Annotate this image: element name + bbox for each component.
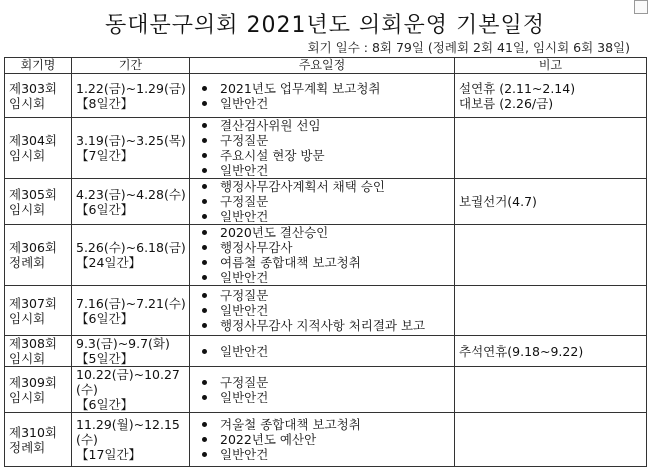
period-line: (수) — [76, 432, 98, 447]
main-schedule-cell — [190, 336, 455, 367]
period-line: 9.3(금)~9.7(화) — [76, 336, 170, 351]
period-cell — [72, 225, 190, 286]
session-name-cell — [5, 336, 72, 367]
schedule-item: 행정사무감사 지적사항 처리결과 보고 — [220, 318, 450, 333]
period-cell — [72, 286, 190, 336]
main-schedule-cell — [190, 118, 455, 179]
period-line: 【8일간】 — [76, 95, 134, 111]
schedule-item: 일반안건 — [220, 209, 450, 224]
schedule-item: 일반안건 — [220, 447, 450, 462]
session-name-cell — [5, 74, 72, 118]
schedule-item-list — [194, 81, 450, 111]
main-schedule-cell — [190, 413, 455, 467]
table-row — [5, 118, 647, 179]
schedule-item: 일반안건 — [220, 344, 450, 359]
session-name-cell — [5, 367, 72, 413]
period-line: 4.23(금)~4.28(수) — [76, 186, 186, 202]
remarks-cell — [455, 225, 647, 286]
period-line: 【7일간】 — [76, 148, 134, 163]
session-name-cell — [5, 286, 72, 336]
table-row — [5, 179, 647, 225]
schedule-item-list — [194, 417, 450, 462]
schedule-item-list — [194, 179, 450, 224]
schedule-item: 2022년도 예산안 — [220, 432, 450, 447]
remarks-cell — [455, 118, 647, 179]
session-name-line: 제305회 — [9, 186, 58, 202]
main-schedule-cell — [190, 74, 455, 118]
table-header-row — [5, 58, 647, 74]
period-line: 3.19(금)~3.25(목) — [76, 133, 186, 148]
remark-line: 추석연휴(9.18~9.22) — [459, 343, 584, 359]
table-row — [5, 225, 647, 286]
schedule-item: 구정질문 — [220, 133, 450, 148]
period-cell — [72, 336, 190, 367]
schedule-item-list — [194, 118, 450, 178]
table-row — [5, 413, 647, 467]
session-name-line: 제303회 — [9, 80, 58, 96]
session-name-cell — [5, 225, 72, 286]
session-name-line: 정례회 — [9, 439, 46, 455]
period-line: (수) — [76, 382, 98, 397]
window-corner-icon — [634, 0, 648, 14]
schedule-item: 여름철 종합대책 보고청취 — [220, 255, 450, 270]
period-cell — [72, 118, 190, 179]
period-line: 【6일간】 — [76, 310, 134, 326]
remarks-cell — [455, 74, 647, 118]
session-name-line: 제310회 — [9, 424, 58, 440]
session-name-line: 제304회 — [9, 133, 58, 148]
session-name-line: 제307회 — [9, 295, 58, 311]
session-name-line: 임시회 — [9, 148, 46, 163]
main-schedule-cell — [190, 225, 455, 286]
remark-line: 대보름 (2.26/금) — [459, 95, 554, 111]
period-line: 【6일간】 — [76, 201, 134, 217]
column-header-main-schedule: 주요일정 — [190, 58, 455, 74]
session-summary: 회기 일수 : 8회 79일 (정례회 2회 41일, 임시회 6회 38일) — [307, 40, 630, 55]
column-header-period: 기간 — [72, 58, 190, 74]
session-name-line: 임시회 — [9, 95, 46, 111]
remarks-cell — [455, 413, 647, 467]
table-row — [5, 286, 647, 336]
period-line: 【24일간】 — [76, 255, 142, 270]
column-header-session: 회기명 — [5, 58, 72, 74]
document-title: 동대문구의회 2021년도 의회운영 기본일정 — [104, 13, 545, 38]
period-line: 7.16(금)~7.21(수) — [76, 295, 186, 311]
main-schedule-cell — [190, 286, 455, 336]
session-name-line: 정례회 — [9, 255, 46, 270]
session-name-cell — [5, 118, 72, 179]
remarks-cell — [455, 336, 647, 367]
period-line: 11.29(월)~12.15 — [76, 417, 180, 432]
period-cell — [72, 179, 190, 225]
schedule-item: 일반안건 — [220, 390, 450, 405]
schedule-item: 일반안건 — [220, 303, 450, 318]
column-header-remarks: 비고 — [455, 58, 647, 74]
session-name-cell — [5, 413, 72, 467]
table-row — [5, 367, 647, 413]
schedule-item: 일반안건 — [220, 96, 450, 111]
schedule-item: 결산검사위원 선임 — [220, 118, 450, 133]
session-name-line: 임시회 — [9, 389, 46, 405]
schedule-table — [4, 57, 647, 467]
remarks-cell — [455, 367, 647, 413]
schedule-item: 구정질문 — [220, 288, 450, 303]
session-name-line: 임시회 — [9, 351, 46, 366]
session-name-cell — [5, 179, 72, 225]
schedule-item-list — [194, 288, 450, 333]
schedule-item: 일반안건 — [220, 270, 450, 285]
period-cell — [72, 413, 190, 467]
schedule-item-list — [194, 375, 450, 405]
schedule-item: 행정사무감사계획서 채택 승인 — [220, 179, 450, 194]
schedule-item: 행정사무감사 — [220, 240, 450, 255]
session-name-line: 임시회 — [9, 201, 46, 217]
period-line: 1.22(금)~1.29(금) — [76, 80, 186, 96]
period-line: 5.26(수)~6.18(금) — [76, 240, 186, 255]
schedule-item: 2021년도 업무계획 보고청취 — [220, 81, 450, 96]
period-cell — [72, 74, 190, 118]
table-row — [5, 336, 647, 367]
schedule-item-list — [194, 344, 450, 359]
schedule-item: 주요시설 현장 방문 — [220, 148, 450, 163]
session-name-line: 제308회 — [9, 336, 58, 351]
session-name-line: 제306회 — [9, 240, 58, 255]
period-line: 【6일간】 — [76, 397, 134, 412]
schedule-item: 겨울철 종합대책 보고청취 — [220, 417, 450, 432]
main-schedule-cell — [190, 179, 455, 225]
period-cell — [72, 367, 190, 413]
remarks-cell — [455, 179, 647, 225]
period-line: 【17일간】 — [76, 447, 142, 462]
schedule-item: 구정질문 — [220, 194, 450, 209]
remarks-cell — [455, 286, 647, 336]
schedule-item: 2020년도 결산승인 — [220, 225, 450, 240]
period-line: 【5일간】 — [76, 351, 134, 366]
period-line: 10.22(금)~10.27 — [76, 367, 180, 382]
session-name-line: 임시회 — [9, 310, 46, 326]
remark-line: 보궐선거(4.7) — [459, 194, 537, 209]
table-row — [5, 74, 647, 118]
schedule-item: 구정질문 — [220, 375, 450, 390]
remark-line: 설연휴 (2.11~2.14) — [459, 80, 576, 96]
schedule-item: 일반안건 — [220, 163, 450, 178]
session-name-line: 제309회 — [9, 374, 58, 390]
main-schedule-cell — [190, 367, 455, 413]
schedule-item-list — [194, 225, 450, 285]
